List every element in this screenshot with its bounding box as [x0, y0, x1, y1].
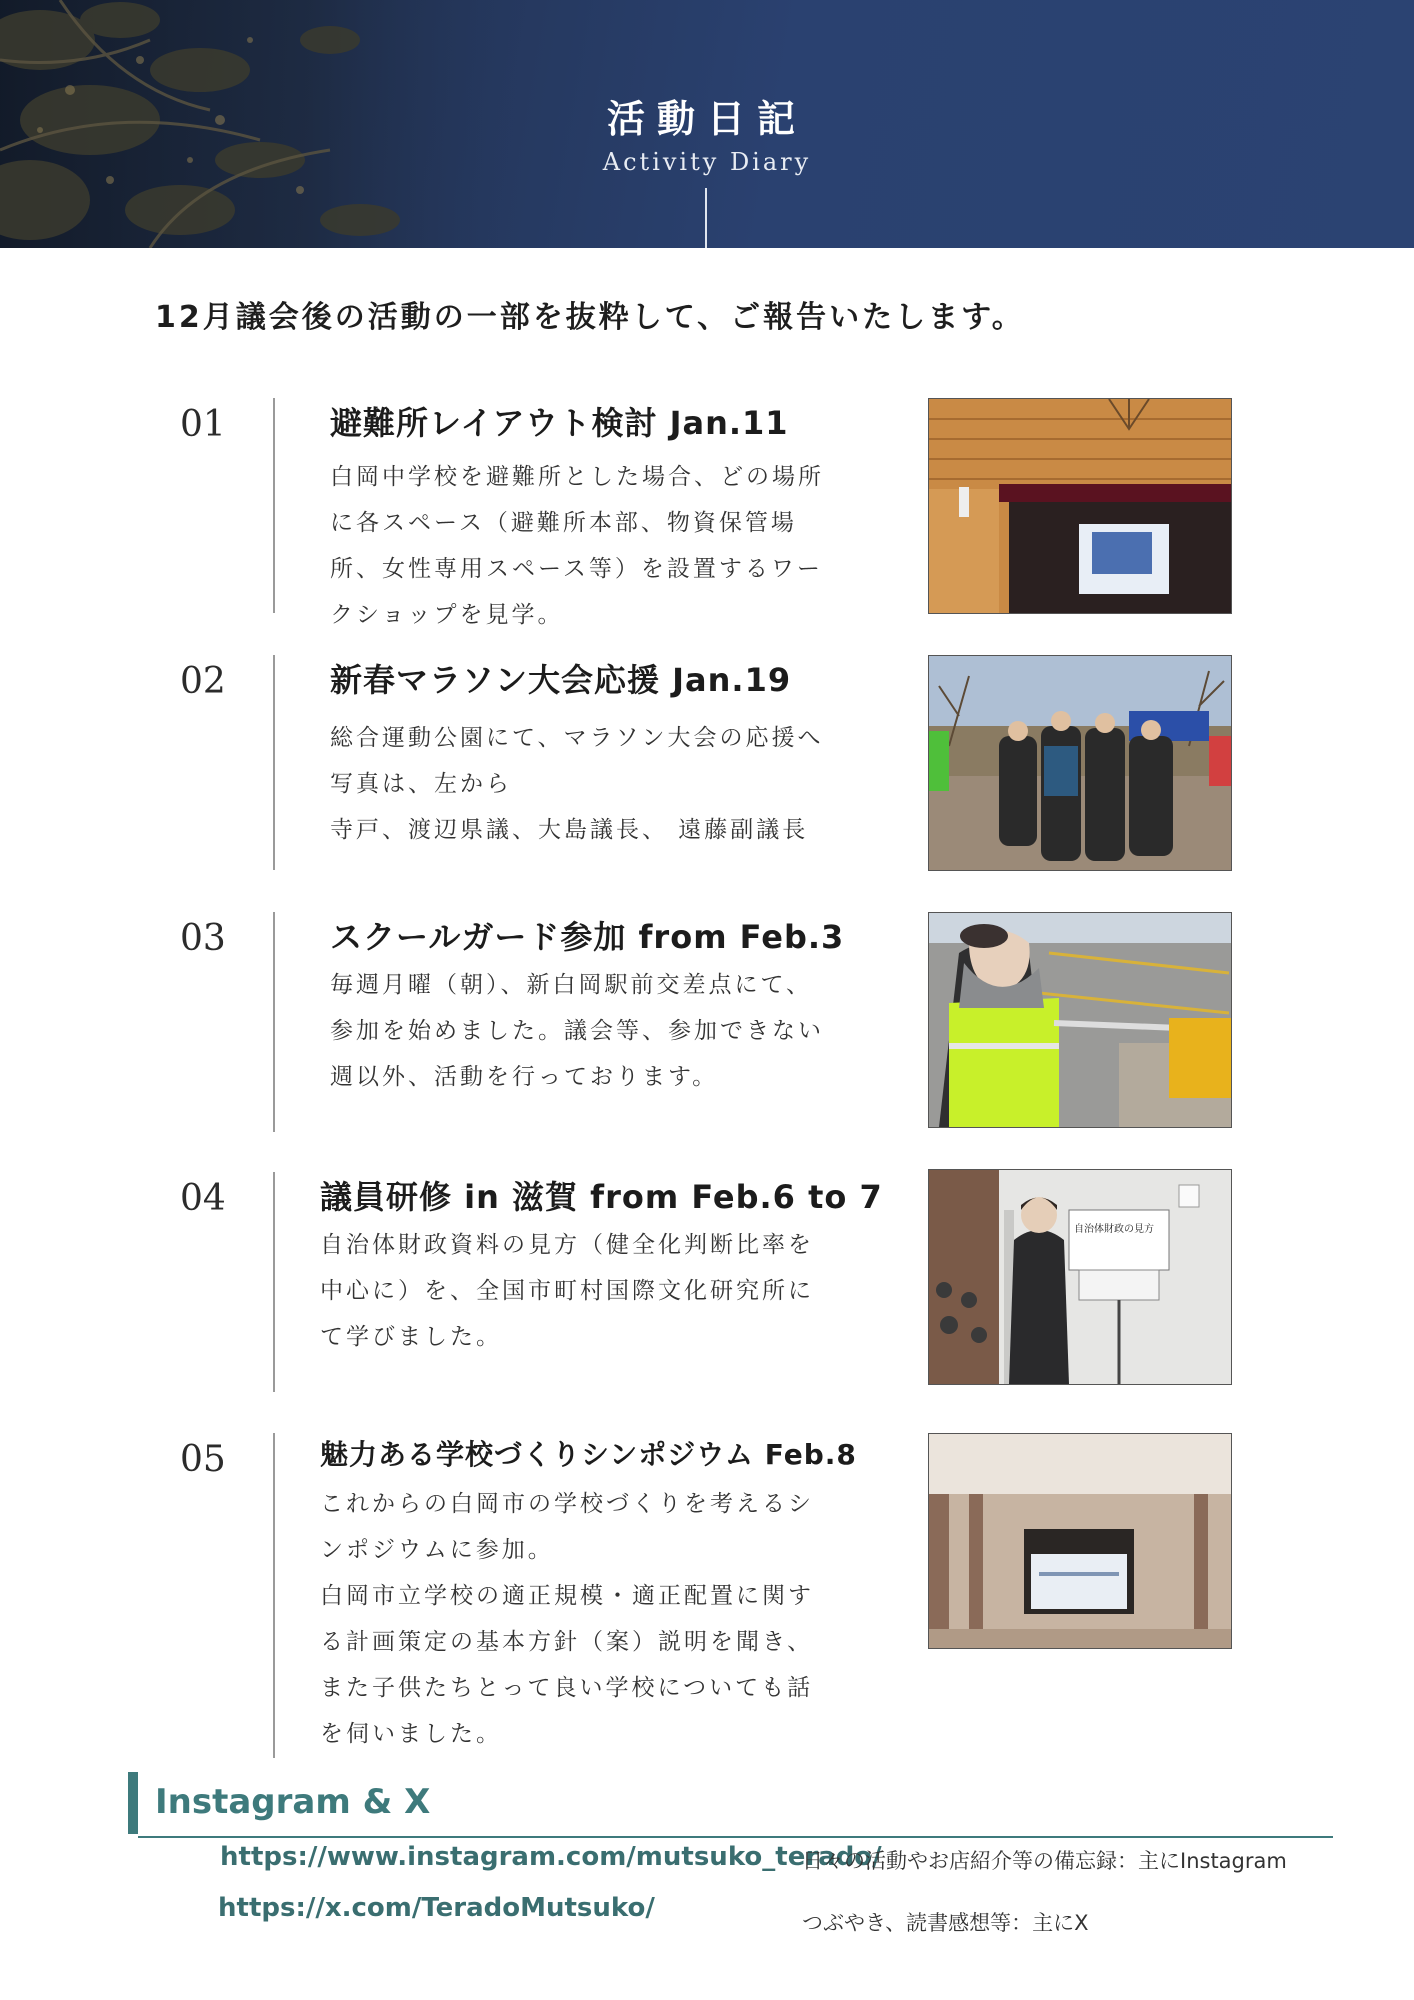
entry-body [320, 1481, 860, 1757]
entry-divider [273, 655, 275, 870]
entry-title: 新春マラソン大会応援 Jan.19 [330, 661, 792, 699]
entry-line: に各スペース（避難所本部、物資保管場 [330, 510, 797, 536]
entry-title: 議員研修 in 滋賀 from Feb.6 to 7 [320, 1178, 883, 1216]
entry-body [330, 715, 870, 853]
x-link[interactable]: https://x.com/TeradoMutsuko/ [218, 1893, 655, 1923]
entry-line: 自治体財政資料の見方（健全化判断比率を [320, 1232, 814, 1258]
entry-line: る計画策定の基本方針（案）説明を聞き、 [320, 1629, 814, 1655]
entry-line: 白岡市立学校の適正規模・適正配置に関す [320, 1583, 814, 1609]
entry-line: 白岡中学校を避難所とした場合、どの場所 [330, 464, 824, 490]
entry-body [330, 962, 870, 1100]
entry-line: 写真は、左から [330, 771, 512, 797]
seminar-sign-text: 自治体財政の見方 [1074, 1224, 1154, 1235]
entry-divider [273, 398, 275, 613]
header-banner [0, 0, 1414, 248]
instagram-link[interactable]: https://www.instagram.com/mutsuko_terado/ [220, 1842, 882, 1872]
entry-line: クショップを見学。 [330, 602, 564, 628]
entry-line: 毎週月曜（朝）、新白岡駅前交差点にて、 [330, 972, 813, 998]
training-seminar-photo [928, 1169, 1232, 1385]
title-divider [705, 188, 707, 248]
entry-number: 03 [180, 918, 226, 959]
entry-number: 05 [180, 1439, 226, 1480]
entry-number: 04 [180, 1178, 226, 1219]
entry-number: 02 [180, 661, 226, 702]
entry-line: これからの白岡市の学校づくりを考えるシ [320, 1491, 814, 1517]
entry-number: 01 [180, 404, 226, 445]
entry-line: て学びました。 [320, 1324, 502, 1350]
intro-text: 12月議会後の活動の一部を抜粋して、ご報告いたします。 [155, 300, 1025, 335]
entry-title: 避難所レイアウト検討 Jan.11 [330, 404, 789, 442]
entry-line: 寺戸、渡辺県議、大島議長、 遠藤副議長 [330, 817, 809, 843]
marathon-group-photo [928, 655, 1232, 871]
page-title: 活動日記 [606, 97, 807, 141]
sns-heading: Instagram & X [155, 1782, 431, 1822]
instagram-note: 日々の活動やお店紹介等の備忘録：主にInstagram [802, 1849, 1287, 1873]
entry-body [320, 1222, 860, 1360]
entry-divider [273, 912, 275, 1132]
entry-line: 総合運動公園にて、マラソン大会の応援へ [330, 725, 824, 751]
entry-line: 中心に）を、全国市町村国際文化研究所に [320, 1278, 814, 1304]
school-guard-photo [928, 912, 1232, 1128]
symposium-hall-photo [928, 1433, 1232, 1649]
sns-accent-bar [128, 1772, 138, 1834]
entry-line: 参加を始めました。議会等、参加できない [330, 1018, 824, 1044]
x-note: つぶやき、読書感想等：主にX [802, 1911, 1089, 1935]
entry-line: 所、女性専用スペース等）を設置するワー [330, 556, 823, 582]
entry-line: ンポジウムに参加。 [320, 1537, 554, 1563]
gym-stage-photo [928, 398, 1232, 614]
entry-line: また子供たちとって良い学校についても話 [320, 1675, 814, 1701]
entry-title: 魅力ある学校づくりシンポジウム Feb.8 [320, 1438, 857, 1471]
entry-body [330, 454, 870, 638]
entry-divider [273, 1433, 275, 1758]
sns-divider [138, 1836, 1333, 1838]
entry-line: 週以外、活動を行っております。 [330, 1064, 719, 1090]
entry-title: スクールガード参加 from Feb.3 [330, 918, 845, 956]
entry-divider [273, 1172, 275, 1392]
entry-line: を伺いました。 [320, 1721, 502, 1747]
page-subtitle: Activity Diary [602, 148, 812, 176]
